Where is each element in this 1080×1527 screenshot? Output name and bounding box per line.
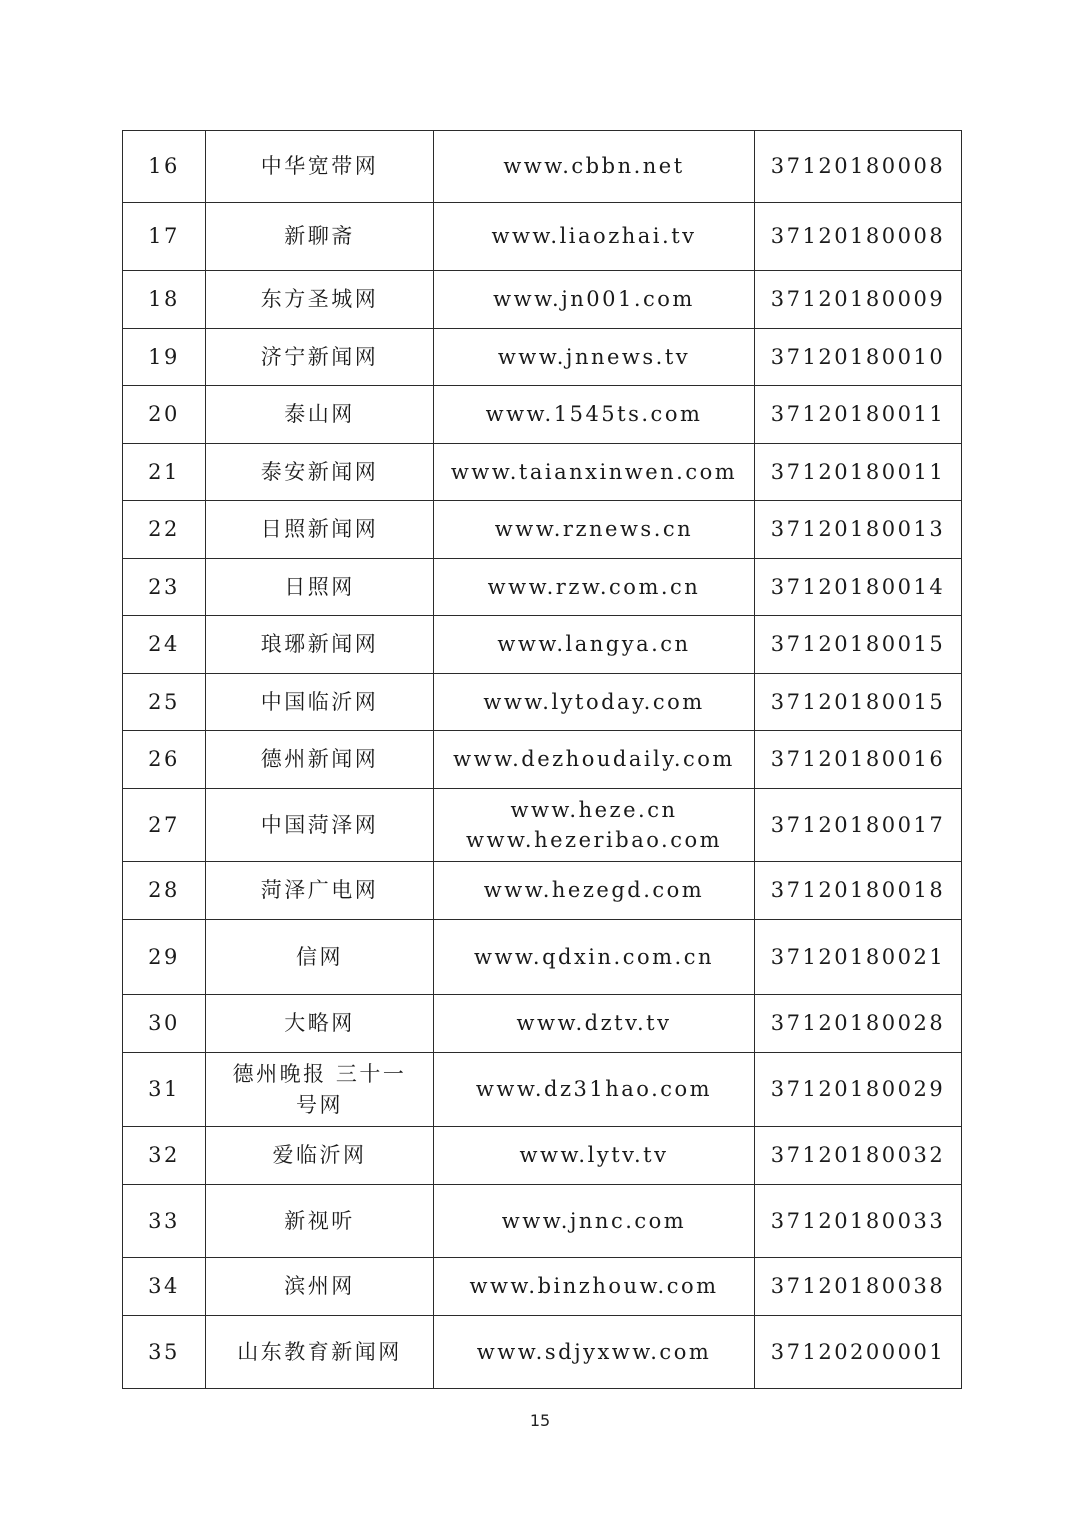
row-number: 22 [123,501,206,559]
registration-code: 37120180038 [755,1258,962,1316]
website-url-cell [434,271,755,329]
website-name: 日照新闻网 [206,501,434,559]
website-name: 新聊斋 [206,203,434,271]
website-url: www.liaozhai.tv [491,224,697,249]
registration-code: 37120180010 [755,329,962,386]
table-row [123,789,962,862]
registration-code: 37120180013 [755,501,962,559]
registration-code: 37120180032 [755,1127,962,1185]
website-url-cell [434,203,755,271]
website-name: 中国菏泽网 [206,789,434,862]
website-name: 山东教育新闻网 [206,1316,434,1389]
table-row [123,1258,962,1316]
row-number: 17 [123,203,206,271]
registration-code: 37120180017 [755,789,962,862]
row-number: 35 [123,1316,206,1389]
row-number: 16 [123,131,206,203]
website-url: www.rzw.com.cn [487,574,701,599]
table-row [123,329,962,386]
website-url-cell [434,1185,755,1258]
website-name: 济宁新闻网 [206,329,434,386]
table-body [123,131,962,1389]
row-number: 30 [123,995,206,1053]
table-row [123,995,962,1053]
website-url-cell [434,1258,755,1316]
table-row [123,674,962,731]
table-row [123,731,962,789]
registration-code: 37120180015 [755,616,962,674]
website-url: www.hezegd.com [483,878,705,903]
website-url-cell [434,501,755,559]
website-registry-table [122,130,962,1389]
website-url-cell [434,616,755,674]
website-url-cell [434,1053,755,1127]
website-url-cell [434,995,755,1053]
website-name: 德州晚报 三十一号网 [206,1053,434,1127]
website-url: www.cbbn.net [503,154,685,179]
website-name: 大略网 [206,995,434,1053]
website-name: 德州新闻网 [206,731,434,789]
registration-code: 37120180016 [755,731,962,789]
website-name: 泰安新闻网 [206,444,434,501]
website-url: www.jn001.com [493,287,695,312]
registration-code: 37120180033 [755,1185,962,1258]
row-number: 28 [123,862,206,920]
table-row [123,131,962,203]
row-number: 19 [123,329,206,386]
registration-code: 37120180008 [755,203,962,271]
website-url-cell [434,674,755,731]
row-number: 18 [123,271,206,329]
website-url: www.lytoday.com [483,689,705,714]
row-number: 26 [123,731,206,789]
table-row [123,501,962,559]
page-number: 15 [529,1411,551,1430]
registration-code: 37120180029 [755,1053,962,1127]
website-name: 中国临沂网 [206,674,434,731]
registration-code: 37120180015 [755,674,962,731]
website-url: www.jnnc.com [501,1208,687,1233]
website-name: 滨州网 [206,1258,434,1316]
website-url: www.langya.cn [497,632,691,657]
table-row [123,1185,962,1258]
website-name: 菏泽广电网 [206,862,434,920]
website-url-cell [434,920,755,995]
row-number: 24 [123,616,206,674]
website-url: www.1545ts.com [485,402,703,427]
website-name: 日照网 [206,559,434,616]
table-row [123,920,962,995]
row-number: 31 [123,1053,206,1127]
row-number: 20 [123,386,206,444]
table-row [123,271,962,329]
website-url: www.heze.cn [510,797,678,822]
website-url-cell [434,1316,755,1389]
row-number: 33 [123,1185,206,1258]
website-name: 新视听 [206,1185,434,1258]
table-row [123,203,962,271]
website-url-cell [434,559,755,616]
website-url: www.rznews.cn [494,517,694,542]
table-row [123,386,962,444]
registration-code: 37120180011 [755,444,962,501]
website-url: www.qdxin.com.cn [473,944,715,969]
table-row [123,559,962,616]
website-url-cell [434,386,755,444]
registration-code: 37120180014 [755,559,962,616]
registration-code: 37120180028 [755,995,962,1053]
table-row [123,616,962,674]
table-row [123,444,962,501]
registration-code: 37120180008 [755,131,962,203]
registration-code: 37120180018 [755,862,962,920]
website-name: 泰山网 [206,386,434,444]
table-row [123,1316,962,1389]
row-number: 29 [123,920,206,995]
website-url: www.dezhoudaily.com [453,747,735,772]
website-url: www.lytv.tv [519,1143,669,1168]
website-url-cell [434,789,755,862]
website-url: www.hezeribao.com [465,828,723,852]
table-row [123,862,962,920]
website-name: 琅琊新闻网 [206,616,434,674]
website-url: www.taianxinwen.com [450,459,738,484]
website-name: 中华宽带网 [206,131,434,203]
row-number: 21 [123,444,206,501]
registration-code: 37120180021 [755,920,962,995]
website-name: 信网 [206,920,434,995]
table-row [123,1053,962,1127]
website-name: 东方圣城网 [206,271,434,329]
registration-code: 37120180011 [755,386,962,444]
website-url-cell [434,329,755,386]
website-url: www.jnnews.tv [497,344,691,369]
registration-code: 37120180009 [755,271,962,329]
website-url: www.dz31hao.com [475,1077,713,1102]
row-number: 32 [123,1127,206,1185]
website-url: www.binzhouw.com [469,1274,719,1299]
website-url: www.sdjyxww.com [476,1339,712,1364]
website-name: 爱临沂网 [206,1127,434,1185]
row-number: 25 [123,674,206,731]
website-url-cell [434,131,755,203]
registration-code: 37120200001 [755,1316,962,1389]
website-url-cell [434,731,755,789]
website-url-cell [434,862,755,920]
row-number: 23 [123,559,206,616]
table-row [123,1127,962,1185]
website-url-cell [434,1127,755,1185]
row-number: 34 [123,1258,206,1316]
row-number: 27 [123,789,206,862]
website-url: www.dztv.tv [516,1011,672,1036]
website-url-cell [434,444,755,501]
